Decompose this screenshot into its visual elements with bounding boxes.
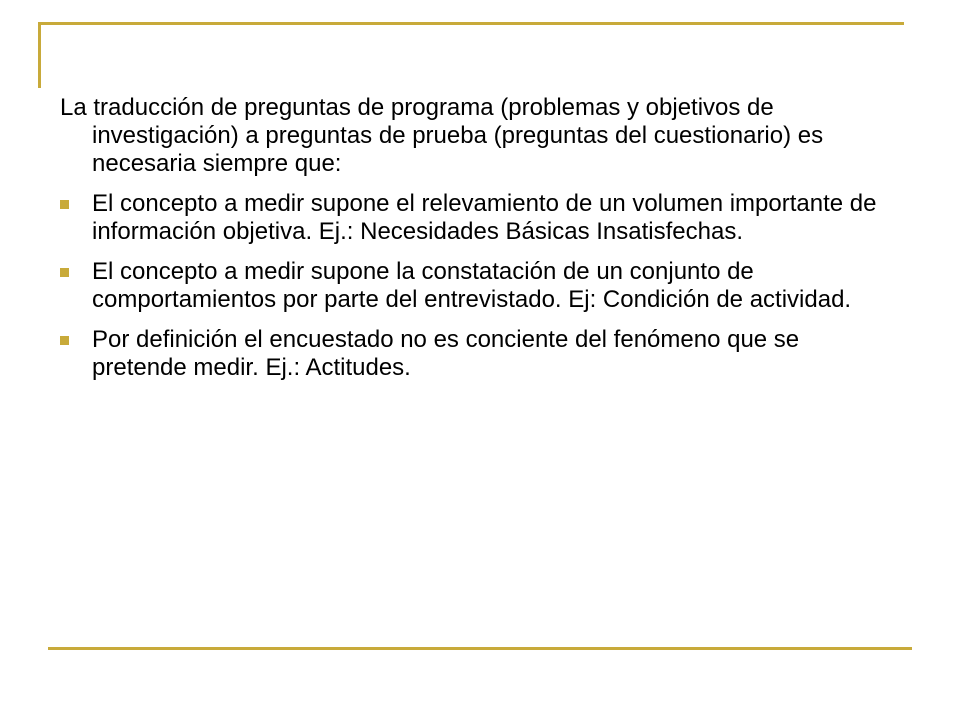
bullet-text: Por definición el encuestado no es conciente del fenómeno que se pretende medir. Ej.: Actitudes. <box>92 326 800 381</box>
square-bullet-icon <box>60 336 69 345</box>
bullet-text: El concepto a medir supone la constatación de un conjunto de comportamientos por parte del entrevistado. Ej: Condición de actividad. <box>92 258 852 313</box>
bullet-item <box>60 258 880 314</box>
left-rule <box>38 22 41 88</box>
square-bullet-icon <box>60 200 69 209</box>
bullet-list <box>60 190 880 382</box>
bottom-rule <box>48 647 912 650</box>
square-bullet-icon <box>60 268 69 277</box>
bullet-item <box>60 326 880 382</box>
intro-paragraph: La traducción de preguntas de programa (problemas y objetivos de investigación) a preguntas de prueba (preguntas del cuestionario) es necesaria siempre que: <box>60 94 824 177</box>
top-rule <box>40 22 904 25</box>
bullet-text: El concepto a medir supone el relevamiento de un volumen importante de información objetiva. Ej.: Necesidades Básicas Insatisfechas. <box>92 190 877 245</box>
bullet-item <box>60 190 880 246</box>
slide-content <box>60 94 880 394</box>
